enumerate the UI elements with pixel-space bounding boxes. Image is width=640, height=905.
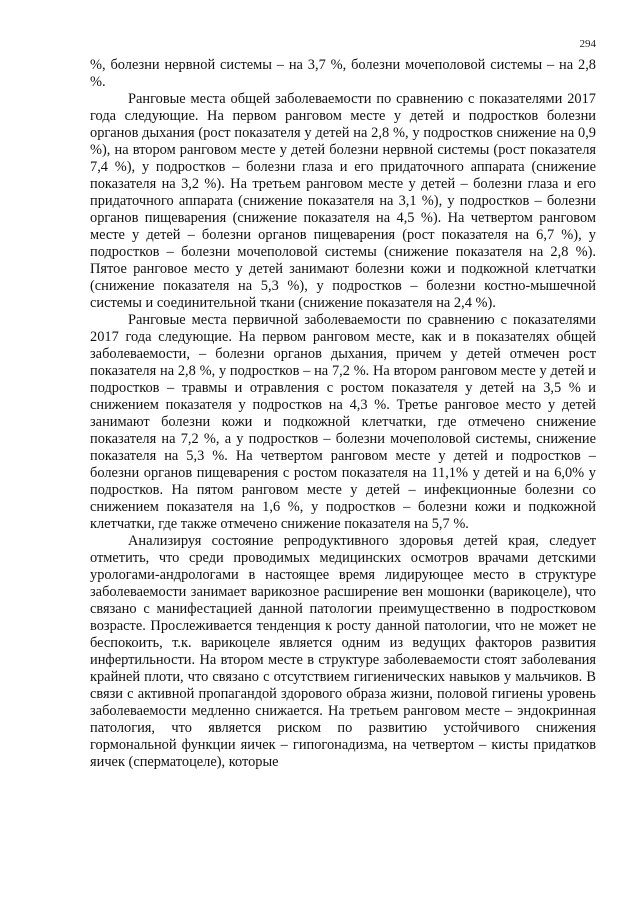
paragraph-general-morbidity-ranks: Ранговые места общей заболеваемости по сравнению с показателями 2017 года следующие. На первом ранговом месте у детей и подростков болезни органов дыхания (рост показателя у детей на 2,8 %, у подростков снижение на 0,9 %), на втором ранговом месте у детей болезни нервной системы (рост показателя 7,4 %), у подростков – болезни глаза и его придаточного аппарата (снижение показателя на 3,2 %). На третьем ранговом месте у детей – болезни глаза и его придаточного аппарата (снижение показателя на 3,1 %), у подростков – болезни органов пищеварения (снижение показателя на 4,5 %). На четвертом ранговом месте у детей – болезни органов пищеварения (рост показателя на 6,7 %), у подростков – болезни мочеполовой системы (снижение показателя на 2,8 %). Пятое ранговое место у детей занимают болезни кожи и подкожной клетчатки (снижение показателя на 5,3 %), у подростков – болезни костно-мышечной системы и соединительной ткани (снижение показателя на 2,4 %). bbox=[90, 91, 596, 311]
text-body bbox=[90, 57, 596, 771]
paragraph-continuation: %, болезни нервной системы – на 3,7 %, болезни мочеполовой системы – на 2,8 %. bbox=[90, 57, 596, 90]
paragraph-primary-morbidity-ranks: Ранговые места первичной заболеваемости по сравнению с показателями 2017 года следующие. На первом ранговом месте, как и в показателях общей заболеваемости, – болезни органов дыхания, причем у детей отмечен рост показателя на 2,8 %, у подростков – на 7,2 %. На втором ранговом месте у детей и подростков – травмы и отравления с ростом показателя у детей на 3,5 % и снижением показателя у подростков на 4,3 %. Третье ранговое место у детей занимают болезни кожи и подкожной клетчатки, где отмечено снижение показателя на 7,2 %, а у подростков – болезни мочеполовой системы, снижение показателя на 5,3 %. На четвертом ранговом месте у детей и подростков – болезни органов пищеварения с ростом показателя на 11,1% у детей и на 6,0% у подростков. На пятом ранговом месте у детей – инфекционные болезни со снижением показателя на 1,6 %, у подростков – болезни кожи и подкожной клетчатки, где также отмечено снижение показателя на 5,7 %. bbox=[90, 312, 596, 532]
page-number: 294 bbox=[579, 38, 596, 50]
paragraph-reproductive-health: Анализируя состояние репродуктивного здоровья детей края, следует отметить, что среди проводимых медицинских осмотров врачами детскими урологами-андрологами в настоящее время лидирующее место в структуре заболеваемости занимает варикозное расширение вен мошонки (варикоцеле), что связано с манифестацией данной патологии преимущественно в подростковом возрасте. Прослеживается тенденция к росту данной патологии, что не может не беспокоить, т.к. варикоцеле является одним из ведущих факторов развития инфертильности. На втором месте в структуре заболеваемости стоят заболевания крайней плоти, что связано с отсутствием гигиенических навыков у мальчиков. В связи с активной пропагандой здорового образа жизни, половой гигиены уровень заболеваемости медленно снижается. На третьем ранговом месте – эндокринная патология, что является риском по развитию устойчивого снижения гормональной функции яичек – гипогонадизма, на четвертом – кисты придатков яичек (сперматоцеле), которые bbox=[90, 533, 596, 770]
